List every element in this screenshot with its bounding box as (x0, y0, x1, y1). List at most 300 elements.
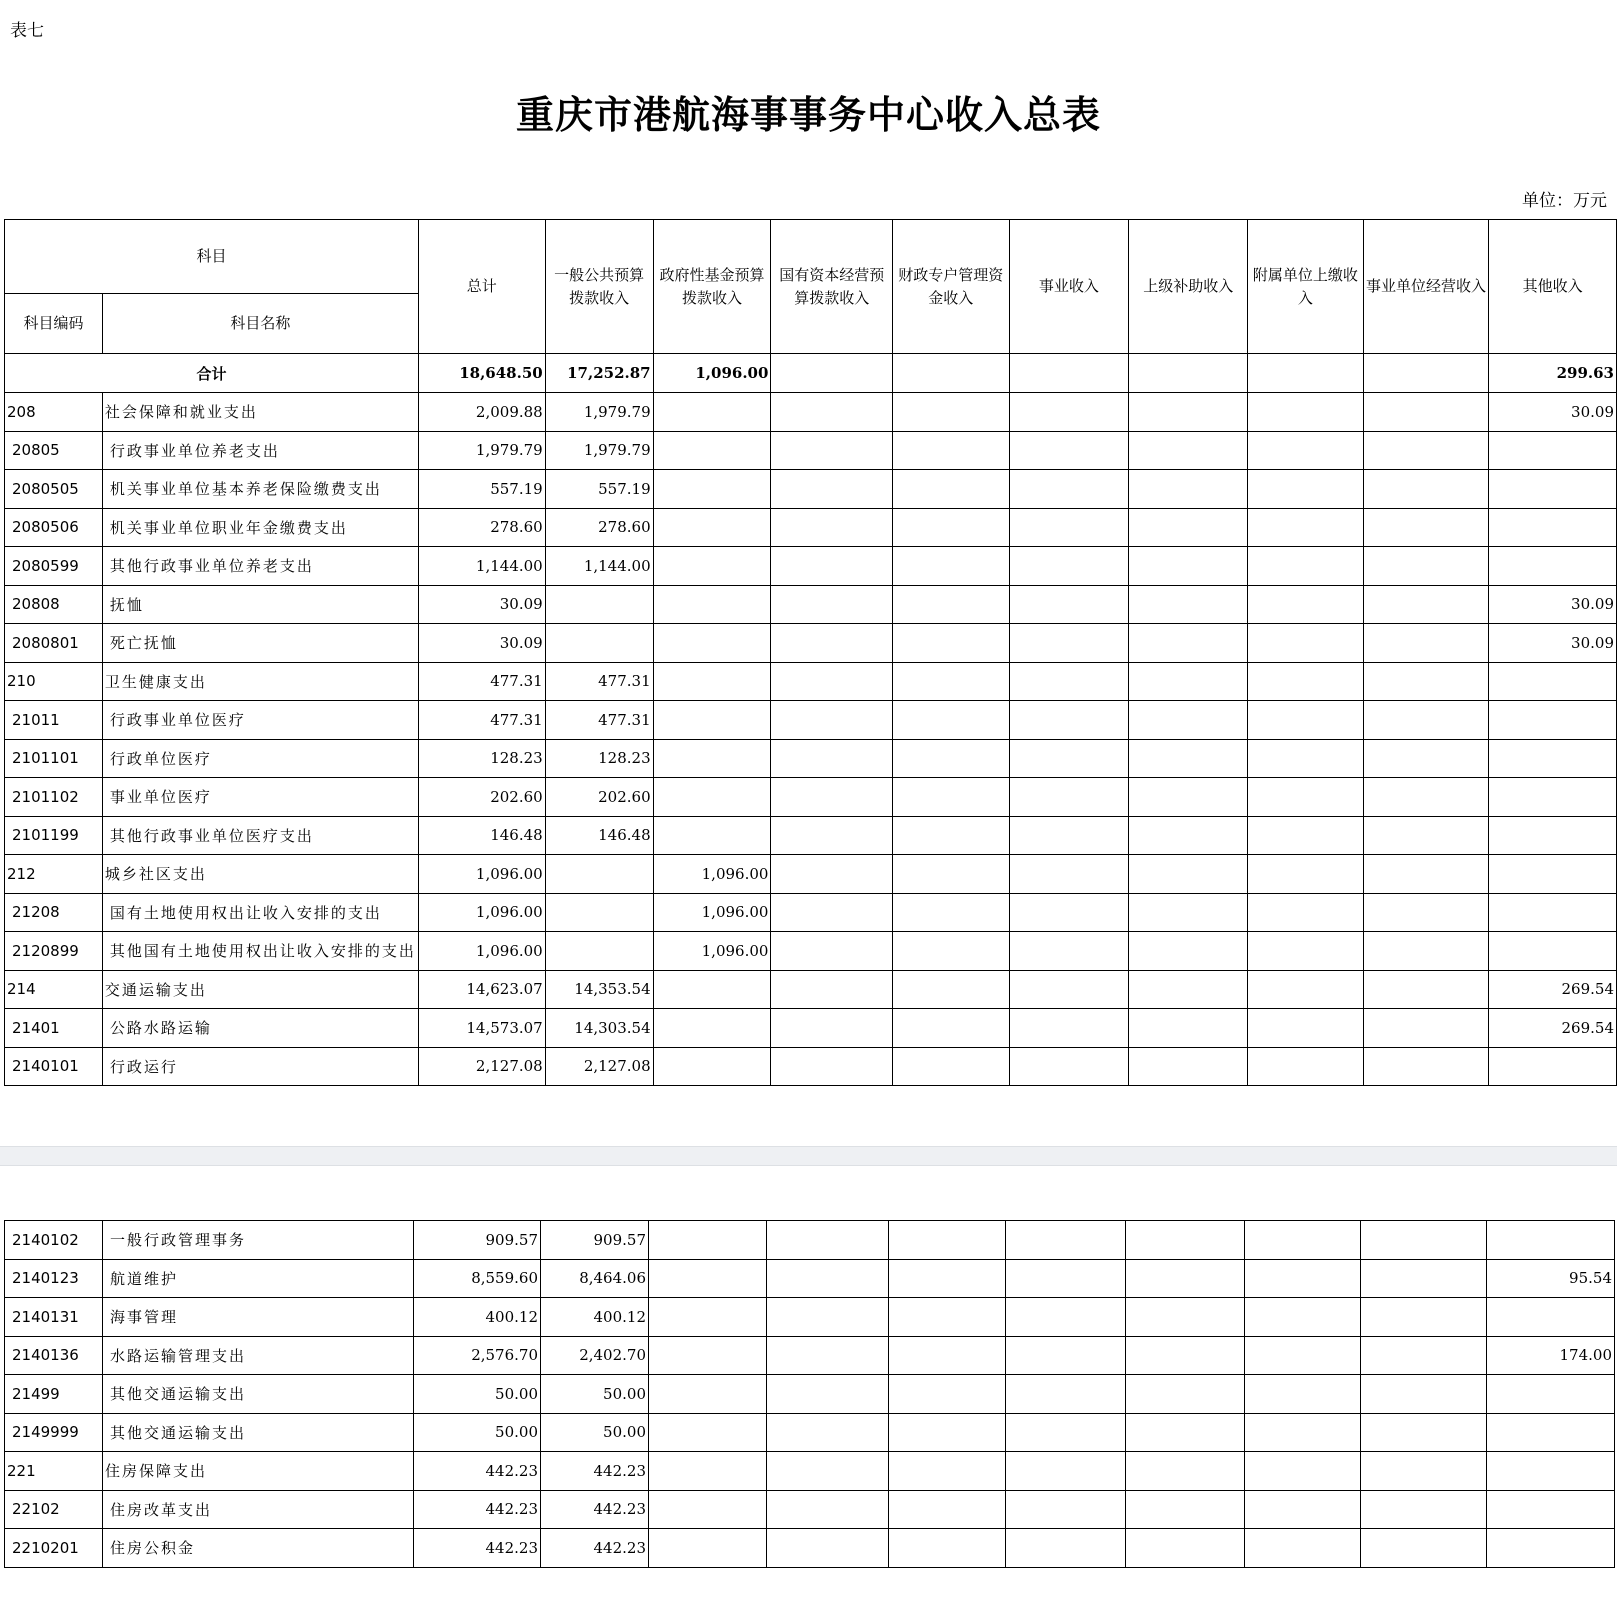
cell-total: 14,623.07 (418, 970, 545, 1009)
table-row (5, 1490, 1615, 1529)
cell-special-account (892, 393, 1009, 432)
cell-total: 442.23 (414, 1452, 541, 1491)
cell-business (1006, 1452, 1126, 1491)
cell-total: 146.48 (418, 816, 545, 855)
table-row (5, 816, 1617, 855)
cell-general: 442.23 (541, 1452, 649, 1491)
total-label: 合计 (5, 354, 419, 393)
cell-operation (1363, 470, 1489, 509)
table-row (5, 1009, 1617, 1048)
cell-operation (1363, 855, 1489, 894)
subject-name: 行政事业单位养老支出 (102, 431, 418, 470)
cell-state-capital (771, 1047, 893, 1086)
cell-other (1487, 1529, 1615, 1568)
cell-state-capital (771, 1009, 893, 1048)
cell-operation (1363, 932, 1489, 971)
cell-special-account (889, 1221, 1006, 1260)
cell-other (1487, 1452, 1615, 1491)
subject-name: 机关事业单位基本养老保险缴费支出 (102, 470, 418, 509)
subject-code: 2101199 (5, 816, 103, 855)
cell-business (1006, 1336, 1126, 1375)
subject-name: 其他交通运输支出 (103, 1413, 414, 1452)
subject-name: 抚恤 (102, 585, 418, 624)
cell-superior (1129, 508, 1248, 547)
cell-superior (1129, 855, 1248, 894)
cell-general: 1,979.79 (545, 431, 653, 470)
cell-other (1489, 508, 1617, 547)
subject-code: 2140102 (5, 1221, 103, 1260)
cell-state-capital (771, 778, 893, 817)
cell-other: 30.09 (1489, 393, 1617, 432)
cell-business (1009, 431, 1129, 470)
cell-state-capital (767, 1298, 889, 1337)
cell-business (1009, 893, 1129, 932)
cell-fund (653, 624, 771, 663)
cell-general: 442.23 (541, 1490, 649, 1529)
cell-special-account (892, 855, 1009, 894)
cell-total: 1,096.00 (418, 932, 545, 971)
table-row (5, 970, 1617, 1009)
total-fund: 1,096.00 (653, 354, 771, 393)
page-title: 重庆市港航海事事务中心收入总表 (515, 92, 1101, 137)
cell-superior (1129, 932, 1248, 971)
cell-special-account (889, 1413, 1006, 1452)
cell-fund (649, 1221, 767, 1260)
table-row (5, 662, 1617, 701)
cell-fund (653, 701, 771, 740)
subject-name: 住房改革支出 (103, 1490, 414, 1529)
cell-business (1009, 701, 1129, 740)
cell-fund (649, 1375, 767, 1414)
cell-operation (1361, 1452, 1487, 1491)
cell-general: 1,144.00 (545, 547, 653, 586)
cell-fund (653, 739, 771, 778)
cell-superior (1129, 1009, 1248, 1048)
cell-other (1489, 701, 1617, 740)
table-row (5, 1452, 1615, 1491)
cell-state-capital (767, 1452, 889, 1491)
cell-affiliate (1248, 431, 1364, 470)
cell-operation (1363, 508, 1489, 547)
cell-affiliate (1248, 662, 1364, 701)
cell-business (1009, 585, 1129, 624)
cell-superior (1129, 431, 1248, 470)
cell-affiliate (1248, 393, 1364, 432)
table-row (5, 547, 1617, 586)
subject-name: 公路水路运输 (102, 1009, 418, 1048)
cell-total: 442.23 (414, 1529, 541, 1568)
cell-operation (1363, 624, 1489, 663)
cell-superior (1126, 1490, 1245, 1529)
table-row (5, 393, 1617, 432)
page-break (0, 1146, 1617, 1166)
table-row (5, 778, 1617, 817)
subject-name: 行政运行 (102, 1047, 418, 1086)
cell-other (1487, 1298, 1615, 1337)
subject-code: 20808 (5, 585, 103, 624)
header-affiliate-income: 附属单位上缴收入 (1248, 220, 1364, 354)
table-row (5, 1336, 1615, 1375)
cell-superior (1126, 1413, 1245, 1452)
cell-special-account (892, 662, 1009, 701)
cell-fund (653, 470, 771, 509)
cell-fund: 1,096.00 (653, 893, 771, 932)
cell-superior (1129, 778, 1248, 817)
cell-fund (649, 1413, 767, 1452)
subject-code: 2210201 (5, 1529, 103, 1568)
cell-operation (1363, 662, 1489, 701)
cell-other: 30.09 (1489, 624, 1617, 663)
cell-general: 50.00 (541, 1413, 649, 1452)
cell-operation (1363, 431, 1489, 470)
subject-code: 2140123 (5, 1259, 103, 1298)
cell-state-capital (767, 1375, 889, 1414)
cell-state-capital (771, 855, 893, 894)
cell-business (1006, 1259, 1126, 1298)
cell-state-capital (771, 624, 893, 663)
cell-general: 202.60 (545, 778, 653, 817)
cell-business (1009, 662, 1129, 701)
cell-state-capital (771, 739, 893, 778)
subject-name: 行政事业单位医疗 (102, 701, 418, 740)
subject-name: 航道维护 (103, 1259, 414, 1298)
cell-general (545, 585, 653, 624)
cell-total: 442.23 (414, 1490, 541, 1529)
cell-superior (1129, 470, 1248, 509)
table-row (5, 932, 1617, 971)
subject-name: 水路运输管理支出 (103, 1336, 414, 1375)
cell-fund (649, 1529, 767, 1568)
cell-special-account (892, 893, 1009, 932)
cell-business (1009, 1047, 1129, 1086)
subject-code: 221 (5, 1452, 103, 1491)
cell-total: 202.60 (418, 778, 545, 817)
cell-general: 2,402.70 (541, 1336, 649, 1375)
cell-fund (649, 1259, 767, 1298)
cell-total: 128.23 (418, 739, 545, 778)
cell-general: 50.00 (541, 1375, 649, 1414)
cell-affiliate (1248, 893, 1364, 932)
header-special-account: 财政专户管理资金收入 (892, 220, 1009, 354)
cell-affiliate (1248, 470, 1364, 509)
cell-state-capital (767, 1221, 889, 1260)
cell-general: 909.57 (541, 1221, 649, 1260)
cell-affiliate (1248, 585, 1364, 624)
cell-business (1009, 778, 1129, 817)
table-row (5, 508, 1617, 547)
table-row (5, 470, 1617, 509)
subject-name: 事业单位医疗 (102, 778, 418, 817)
cell-total: 278.60 (418, 508, 545, 547)
cell-superior (1126, 1375, 1245, 1414)
cell-fund (649, 1336, 767, 1375)
cell-fund (653, 547, 771, 586)
cell-affiliate (1245, 1490, 1361, 1529)
cell-business (1009, 970, 1129, 1009)
subject-name: 一般行政管理事务 (103, 1221, 414, 1260)
cell-other (1489, 470, 1617, 509)
cell-state-capital (771, 970, 893, 1009)
table-row (5, 1259, 1615, 1298)
cell-business (1009, 932, 1129, 971)
cell-special-account (892, 547, 1009, 586)
cell-superior (1129, 701, 1248, 740)
cell-special-account (889, 1529, 1006, 1568)
cell-state-capital (771, 701, 893, 740)
header-subject: 科目 (5, 220, 419, 294)
cell-affiliate (1245, 1413, 1361, 1452)
subject-code: 208 (5, 393, 103, 432)
cell-special-account (889, 1490, 1006, 1529)
table-row (5, 431, 1617, 470)
cell-affiliate (1245, 1529, 1361, 1568)
subject-name: 海事管理 (103, 1298, 414, 1337)
cell-special-account (892, 778, 1009, 817)
cell-operation (1361, 1259, 1487, 1298)
cell-operation (1363, 1009, 1489, 1048)
cell-general: 400.12 (541, 1298, 649, 1337)
header-general-budget: 一般公共预算拨款收入 (545, 220, 653, 354)
cell-general (545, 855, 653, 894)
subject-code: 2140101 (5, 1047, 103, 1086)
subject-code: 2140136 (5, 1336, 103, 1375)
total-other: 299.63 (1489, 354, 1617, 393)
cell-affiliate (1245, 1375, 1361, 1414)
cell-operation (1361, 1336, 1487, 1375)
cell-special-account (892, 508, 1009, 547)
cell-operation (1363, 778, 1489, 817)
cell-operation (1363, 585, 1489, 624)
cell-superior (1129, 739, 1248, 778)
table-row (5, 893, 1617, 932)
cell-special-account (892, 431, 1009, 470)
subject-code: 2080505 (5, 470, 103, 509)
cell-operation (1363, 893, 1489, 932)
cell-fund (653, 778, 771, 817)
cell-business (1006, 1413, 1126, 1452)
subject-code: 2149999 (5, 1413, 103, 1452)
subject-code: 210 (5, 662, 103, 701)
income-table-page-1 (4, 219, 1617, 1086)
table-row (5, 1413, 1615, 1452)
cell-other: 30.09 (1489, 585, 1617, 624)
cell-affiliate (1248, 739, 1364, 778)
cell-operation (1363, 739, 1489, 778)
header-name: 科目名称 (102, 294, 418, 354)
subject-code: 2140131 (5, 1298, 103, 1337)
table-row (5, 1298, 1615, 1337)
cell-operation (1361, 1298, 1487, 1337)
header-total: 总计 (418, 220, 545, 354)
cell-affiliate (1248, 816, 1364, 855)
subject-code: 21011 (5, 701, 103, 740)
table-row (5, 585, 1617, 624)
cell-superior (1126, 1336, 1245, 1375)
cell-affiliate (1248, 1047, 1364, 1086)
subject-code: 2120899 (5, 932, 103, 971)
cell-general: 278.60 (545, 508, 653, 547)
cell-state-capital (771, 547, 893, 586)
cell-other (1487, 1221, 1615, 1260)
table-row (5, 1047, 1617, 1086)
subject-name: 住房公积金 (103, 1529, 414, 1568)
cell-special-account (889, 1375, 1006, 1414)
header-other-income: 其他收入 (1489, 220, 1617, 354)
cell-total: 557.19 (418, 470, 545, 509)
cell-fund (649, 1490, 767, 1529)
cell-affiliate (1248, 855, 1364, 894)
subject-name: 其他行政事业单位养老支出 (102, 547, 418, 586)
cell-operation (1361, 1221, 1487, 1260)
cell-total: 477.31 (418, 701, 545, 740)
cell-total: 2,576.70 (414, 1336, 541, 1375)
header-state-capital: 国有资本经营预算拨款收入 (771, 220, 893, 354)
cell-fund (653, 585, 771, 624)
subject-code: 2080801 (5, 624, 103, 663)
cell-general: 14,353.54 (545, 970, 653, 1009)
cell-other (1489, 1047, 1617, 1086)
cell-operation (1361, 1413, 1487, 1452)
cell-total: 50.00 (414, 1375, 541, 1414)
cell-special-account (892, 816, 1009, 855)
cell-state-capital (771, 893, 893, 932)
cell-fund: 1,096.00 (653, 932, 771, 971)
cell-state-capital (771, 585, 893, 624)
cell-other (1489, 739, 1617, 778)
cell-state-capital (767, 1336, 889, 1375)
cell-superior (1129, 547, 1248, 586)
cell-other (1489, 932, 1617, 971)
table-row (5, 739, 1617, 778)
subject-name: 行政单位医疗 (102, 739, 418, 778)
cell-superior (1129, 893, 1248, 932)
subject-code: 21499 (5, 1375, 103, 1414)
subject-name: 国有土地使用权出让收入安排的支出 (102, 893, 418, 932)
cell-special-account (892, 624, 1009, 663)
cell-general (545, 932, 653, 971)
total-general: 17,252.87 (545, 354, 653, 393)
subject-name: 卫生健康支出 (102, 662, 418, 701)
cell-business (1006, 1529, 1126, 1568)
cell-state-capital (771, 816, 893, 855)
subject-name: 社会保障和就业支出 (102, 393, 418, 432)
subject-code: 2080506 (5, 508, 103, 547)
cell-affiliate (1248, 701, 1364, 740)
cell-fund (649, 1452, 767, 1491)
subject-code: 20805 (5, 431, 103, 470)
cell-operation (1361, 1375, 1487, 1414)
total-row (5, 354, 1617, 393)
subject-name: 其他交通运输支出 (103, 1375, 414, 1414)
cell-affiliate (1245, 1298, 1361, 1337)
cell-operation (1363, 1047, 1489, 1086)
cell-business (1006, 1298, 1126, 1337)
cell-fund: 1,096.00 (653, 855, 771, 894)
cell-general: 128.23 (545, 739, 653, 778)
cell-operation (1363, 393, 1489, 432)
cell-state-capital (771, 431, 893, 470)
cell-superior (1129, 816, 1248, 855)
cell-total: 909.57 (414, 1221, 541, 1260)
cell-fund (653, 431, 771, 470)
subject-name: 其他行政事业单位医疗支出 (102, 816, 418, 855)
cell-state-capital (771, 508, 893, 547)
cell-general: 477.31 (545, 662, 653, 701)
table-row (5, 1221, 1615, 1260)
subject-code: 2101101 (5, 739, 103, 778)
subject-code: 212 (5, 855, 103, 894)
cell-total: 30.09 (418, 585, 545, 624)
cell-total: 477.31 (418, 662, 545, 701)
cell-special-account (889, 1259, 1006, 1298)
cell-business (1006, 1490, 1126, 1529)
cell-total: 50.00 (414, 1413, 541, 1452)
cell-other: 269.54 (1489, 1009, 1617, 1048)
cell-operation (1361, 1529, 1487, 1568)
cell-general (545, 624, 653, 663)
cell-total: 1,979.79 (418, 431, 545, 470)
cell-other (1487, 1375, 1615, 1414)
cell-general: 14,303.54 (545, 1009, 653, 1048)
cell-special-account (889, 1336, 1006, 1375)
total-sum: 18,648.50 (418, 354, 545, 393)
cell-general: 2,127.08 (545, 1047, 653, 1086)
cell-superior (1129, 1047, 1248, 1086)
cell-other: 174.00 (1487, 1336, 1615, 1375)
subject-code: 21401 (5, 1009, 103, 1048)
cell-total: 14,573.07 (418, 1009, 545, 1048)
cell-other (1487, 1490, 1615, 1529)
cell-affiliate (1245, 1221, 1361, 1260)
cell-special-account (892, 739, 1009, 778)
cell-general: 477.31 (545, 701, 653, 740)
cell-special-account (892, 1047, 1009, 1086)
cell-business (1009, 1009, 1129, 1048)
cell-state-capital (771, 470, 893, 509)
cell-fund (653, 1047, 771, 1086)
cell-special-account (892, 701, 1009, 740)
subject-name: 交通运输支出 (102, 970, 418, 1009)
cell-business (1009, 739, 1129, 778)
cell-fund (653, 1009, 771, 1048)
cell-operation (1361, 1490, 1487, 1529)
cell-total: 2,127.08 (418, 1047, 545, 1086)
cell-special-account (892, 470, 1009, 509)
table-row (5, 701, 1617, 740)
subject-name: 其他国有土地使用权出让收入安排的支出 (102, 932, 418, 971)
cell-total: 400.12 (414, 1298, 541, 1337)
header-gov-fund: 政府性基金预算拨款收入 (653, 220, 771, 354)
cell-fund (649, 1298, 767, 1337)
cell-total: 1,096.00 (418, 855, 545, 894)
subject-name: 住房保障支出 (103, 1452, 414, 1491)
income-table-page-2 (4, 1220, 1615, 1568)
cell-superior (1126, 1221, 1245, 1260)
cell-general: 557.19 (545, 470, 653, 509)
cell-affiliate (1248, 547, 1364, 586)
unit-label: 单位：万元 (1522, 191, 1607, 211)
cell-operation (1363, 701, 1489, 740)
cell-operation (1363, 547, 1489, 586)
table-row (5, 624, 1617, 663)
cell-superior (1129, 393, 1248, 432)
cell-business (1009, 816, 1129, 855)
cell-total: 30.09 (418, 624, 545, 663)
subject-code: 2080599 (5, 547, 103, 586)
table-row (5, 1529, 1615, 1568)
table-number-label: 表七 (10, 21, 44, 41)
subject-code: 2101102 (5, 778, 103, 817)
